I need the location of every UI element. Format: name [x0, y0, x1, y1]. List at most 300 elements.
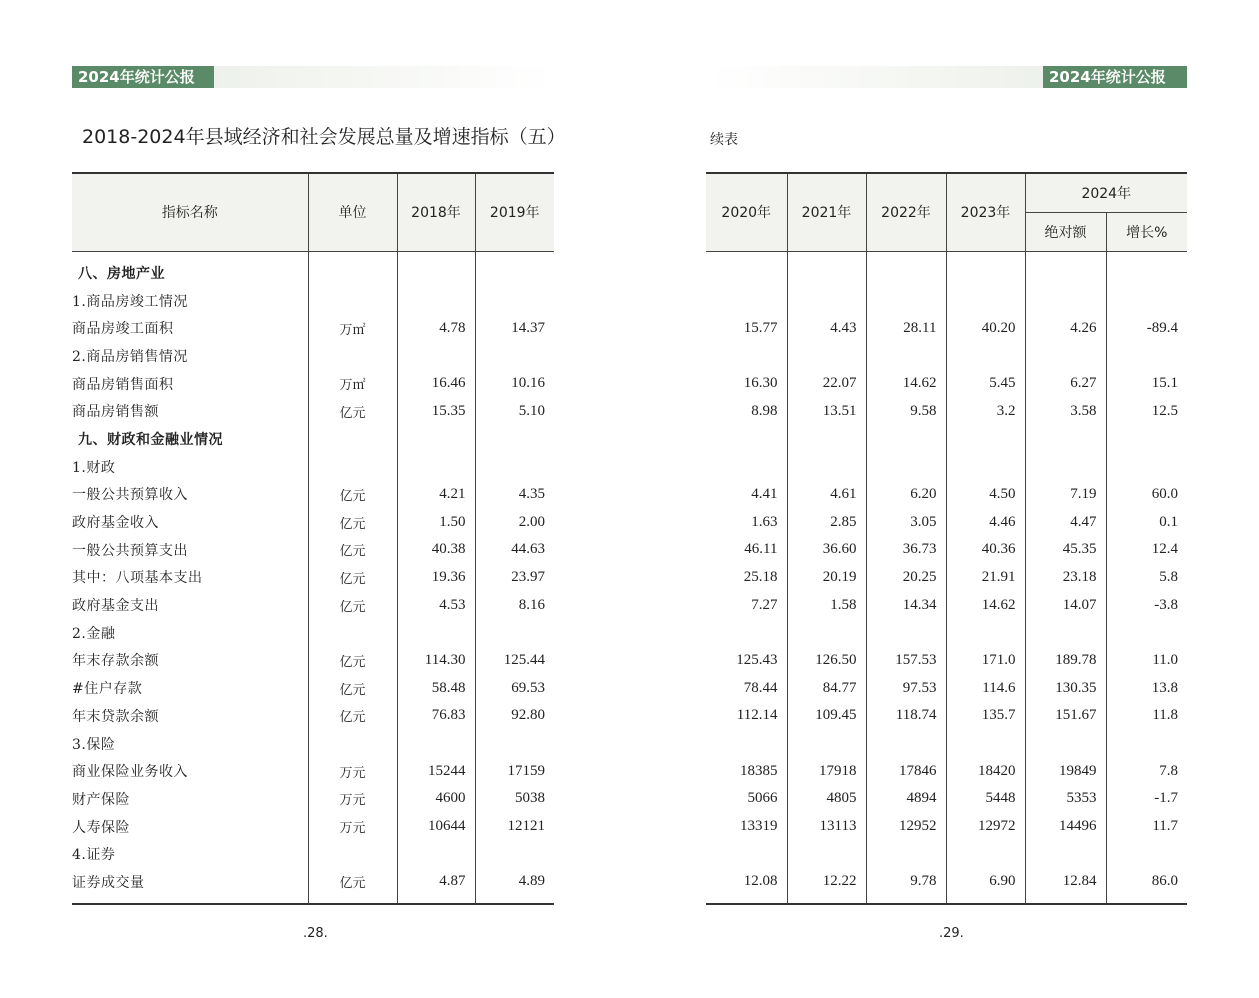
value-cell: [475, 619, 554, 647]
value-cell: [397, 453, 475, 481]
unit-cell: 亿元: [308, 647, 397, 675]
value-cell: 13.8: [1106, 674, 1187, 702]
value-cell: 6.20: [866, 481, 946, 509]
value-cell: 151.67: [1025, 702, 1106, 730]
value-cell: 14.37: [475, 314, 554, 342]
value-cell: 10644: [397, 813, 475, 841]
indicator-name: 人寿保险: [72, 819, 130, 836]
value-cell: 13319: [740, 818, 778, 835]
unit-cell: 万㎡: [308, 370, 397, 398]
value-cell: 130.35: [1025, 674, 1106, 702]
value-cell: [1025, 730, 1106, 758]
table-row: [706, 591, 1187, 619]
value-cell: 6.90: [946, 868, 1025, 896]
value-cell: 17918: [787, 757, 866, 785]
unit-cell: 万㎡: [308, 314, 397, 342]
indicator-name: 2.金融: [72, 625, 116, 642]
value-cell: [706, 287, 787, 315]
spacer-row: [72, 251, 554, 259]
value-cell: 86.0: [1106, 868, 1187, 896]
value-cell: 4.87: [397, 868, 475, 896]
table-row: [706, 757, 1187, 785]
table-row: [706, 813, 1187, 841]
value-cell: 12.08: [743, 873, 778, 890]
table-row: [72, 397, 554, 425]
value-cell: 1.63: [751, 513, 778, 530]
table-row: [72, 868, 554, 896]
unit-cell: [308, 259, 397, 287]
value-cell: 17846: [866, 757, 946, 785]
value-cell: 13113: [787, 813, 866, 841]
value-cell: 114.6: [946, 674, 1025, 702]
value-cell: [475, 425, 554, 453]
table-row: [72, 287, 554, 315]
value-cell: 20.25: [866, 564, 946, 592]
value-cell: [866, 259, 946, 287]
unit-cell: [308, 453, 397, 481]
value-cell: 19849: [1025, 757, 1106, 785]
unit-cell: 亿元: [308, 508, 397, 536]
value-cell: [706, 342, 787, 370]
value-cell: 46.11: [744, 541, 778, 558]
table-row: [706, 453, 1187, 481]
col-header-2021: 2021年: [787, 173, 866, 251]
table-row: [706, 785, 1187, 813]
table-row: [706, 840, 1187, 868]
value-cell: [946, 619, 1025, 647]
value-cell: 12.5: [1106, 397, 1187, 425]
value-cell: 5.8: [1106, 564, 1187, 592]
value-cell: [706, 730, 787, 758]
indicator-name: 1.财政: [72, 459, 116, 476]
value-cell: 58.48: [397, 674, 475, 702]
left-table-body: [72, 251, 554, 904]
indicator-name: 年末存款余额: [72, 653, 159, 670]
col-header-2019: 2019年: [475, 173, 554, 251]
value-cell: 2.00: [475, 508, 554, 536]
value-cell: [787, 287, 866, 315]
indicator-name: 其中：八项基本支出: [72, 570, 203, 587]
value-cell: 40.38: [397, 536, 475, 564]
value-cell: [475, 453, 554, 481]
value-cell: 22.07: [787, 370, 866, 398]
table-row: [72, 702, 554, 730]
value-cell: [1106, 287, 1187, 315]
value-cell: 60.0: [1106, 481, 1187, 509]
col-header-growth: 增长%: [1106, 212, 1187, 251]
value-cell: [946, 840, 1025, 868]
table-row: [72, 757, 554, 785]
left-header-tag: 2024年统计公报: [72, 66, 214, 88]
value-cell: 135.7: [946, 702, 1025, 730]
value-cell: 21.91: [946, 564, 1025, 592]
value-cell: 7.8: [1106, 757, 1187, 785]
unit-cell: [308, 840, 397, 868]
value-cell: 12.84: [1025, 868, 1106, 896]
value-cell: [866, 453, 946, 481]
spacer-row: [706, 896, 1187, 904]
value-cell: [1025, 425, 1106, 453]
value-cell: 5.10: [475, 397, 554, 425]
table-row: [72, 785, 554, 813]
continued-label: 续表: [710, 132, 738, 148]
value-cell: [946, 287, 1025, 315]
value-cell: [706, 425, 787, 453]
value-cell: 7.19: [1025, 481, 1106, 509]
table-row: [72, 647, 554, 675]
value-cell: [866, 840, 946, 868]
indicator-name: 年末贷款余额: [72, 708, 159, 725]
value-cell: 13.51: [787, 397, 866, 425]
value-cell: [787, 619, 866, 647]
unit-cell: [308, 287, 397, 315]
value-cell: [946, 342, 1025, 370]
value-cell: 15244: [397, 757, 475, 785]
value-cell: [787, 840, 866, 868]
value-cell: 4.47: [1025, 508, 1106, 536]
unit-cell: 亿元: [308, 397, 397, 425]
value-cell: 40.36: [946, 536, 1025, 564]
table-row: [72, 370, 554, 398]
table-row: [706, 619, 1187, 647]
value-cell: 4.50: [946, 481, 1025, 509]
unit-cell: 亿元: [308, 674, 397, 702]
value-cell: 4.21: [397, 481, 475, 509]
value-cell: 4.46: [946, 508, 1025, 536]
value-cell: [475, 840, 554, 868]
unit-cell: 亿元: [308, 481, 397, 509]
indicator-name: 商品房销售面积: [72, 376, 174, 393]
value-cell: [946, 730, 1025, 758]
value-cell: [1106, 259, 1187, 287]
value-cell: 5353: [1025, 785, 1106, 813]
indicator-name: 九、财政和金融业情况: [78, 431, 223, 448]
table-row: [706, 287, 1187, 315]
indicator-name: 政府基金收入: [72, 515, 159, 532]
value-cell: 25.18: [743, 568, 778, 585]
value-cell: [787, 730, 866, 758]
unit-cell: 亿元: [308, 868, 397, 896]
table-row: [72, 591, 554, 619]
unit-cell: 亿元: [308, 702, 397, 730]
value-cell: 4600: [397, 785, 475, 813]
value-cell: 189.78: [1025, 647, 1106, 675]
value-cell: 18420: [946, 757, 1025, 785]
unit-cell: 亿元: [308, 591, 397, 619]
value-cell: 8.98: [751, 402, 778, 419]
table-row: [706, 508, 1187, 536]
value-cell: 125.44: [475, 647, 554, 675]
value-cell: [1025, 619, 1106, 647]
col-header-2018: 2018年: [397, 173, 475, 251]
value-cell: [397, 287, 475, 315]
value-cell: 69.53: [475, 674, 554, 702]
value-cell: 12972: [946, 813, 1025, 841]
value-cell: 4.61: [787, 481, 866, 509]
table-row: [706, 314, 1187, 342]
table-row: [72, 813, 554, 841]
value-cell: [946, 453, 1025, 481]
indicator-name: 商品房销售额: [72, 404, 159, 421]
value-cell: [787, 342, 866, 370]
value-cell: 12.22: [787, 868, 866, 896]
value-cell: 4.35: [475, 481, 554, 509]
value-cell: 18385: [740, 762, 778, 779]
indicator-name: 1.商品房竣工情况: [72, 293, 188, 310]
value-cell: 45.35: [1025, 536, 1106, 564]
value-cell: [866, 425, 946, 453]
indicator-name: 八、房地产业: [78, 265, 165, 282]
value-cell: 171.0: [946, 647, 1025, 675]
page-number-left: .28.: [303, 926, 328, 941]
value-cell: 17159: [475, 757, 554, 785]
value-cell: 23.97: [475, 564, 554, 592]
table-row: [72, 481, 554, 509]
left-data-table: [72, 172, 554, 905]
value-cell: 16.46: [397, 370, 475, 398]
value-cell: 20.19: [787, 564, 866, 592]
unit-cell: 亿元: [308, 536, 397, 564]
table-row: [72, 619, 554, 647]
value-cell: 6.27: [1025, 370, 1106, 398]
value-cell: [475, 342, 554, 370]
table-row: [706, 730, 1187, 758]
table-row: [706, 259, 1187, 287]
value-cell: 5066: [747, 790, 778, 807]
col-header-unit: 单位: [308, 173, 397, 251]
value-cell: 16.30: [743, 375, 778, 392]
value-cell: [475, 259, 554, 287]
table-row: [706, 564, 1187, 592]
value-cell: [1025, 287, 1106, 315]
value-cell: 14.07: [1025, 591, 1106, 619]
indicator-name: 商业保险业务收入: [72, 764, 188, 781]
value-cell: [1106, 453, 1187, 481]
value-cell: 5038: [475, 785, 554, 813]
value-cell: 1.58: [787, 591, 866, 619]
value-cell: 4.26: [1025, 314, 1106, 342]
value-cell: [706, 840, 787, 868]
value-cell: 2.85: [787, 508, 866, 536]
value-cell: 76.83: [397, 702, 475, 730]
value-cell: 112.14: [736, 707, 778, 724]
value-cell: 118.74: [866, 702, 946, 730]
value-cell: [1106, 425, 1187, 453]
value-cell: 0.1: [1106, 508, 1187, 536]
unit-cell: 万元: [308, 785, 397, 813]
table-row: [72, 342, 554, 370]
spacer-row: [706, 251, 1187, 259]
value-cell: 28.11: [866, 314, 946, 342]
indicator-name: 一般公共预算支出: [72, 542, 188, 559]
value-cell: [787, 425, 866, 453]
table-row: [72, 536, 554, 564]
table-row: [706, 397, 1187, 425]
value-cell: 4894: [866, 785, 946, 813]
value-cell: [1025, 342, 1106, 370]
value-cell: 36.60: [787, 536, 866, 564]
value-cell: [1025, 453, 1106, 481]
table-row: [706, 481, 1187, 509]
value-cell: 15.1: [1106, 370, 1187, 398]
value-cell: 4.43: [787, 314, 866, 342]
table-row: [706, 536, 1187, 564]
value-cell: 7.27: [751, 596, 778, 613]
unit-cell: [308, 342, 397, 370]
value-cell: [1025, 840, 1106, 868]
value-cell: 97.53: [866, 674, 946, 702]
value-cell: [787, 259, 866, 287]
unit-cell: [308, 425, 397, 453]
value-cell: 1.50: [397, 508, 475, 536]
value-cell: -3.8: [1106, 591, 1187, 619]
col-header-2022: 2022年: [866, 173, 946, 251]
table-row: [72, 314, 554, 342]
value-cell: 19.36: [397, 564, 475, 592]
value-cell: 12952: [866, 813, 946, 841]
table-row: [72, 674, 554, 702]
spacer-row: [72, 896, 554, 904]
value-cell: [706, 619, 787, 647]
value-cell: [397, 730, 475, 758]
unit-cell: 万元: [308, 813, 397, 841]
col-header-2024-group: 2024年: [1025, 173, 1187, 212]
table-row: [72, 508, 554, 536]
col-header-indicator: 指标名称: [72, 173, 308, 251]
table-row: [72, 564, 554, 592]
value-cell: 12.4: [1106, 536, 1187, 564]
table-row: [706, 868, 1187, 896]
value-cell: 15.35: [397, 397, 475, 425]
value-cell: 8.16: [475, 591, 554, 619]
value-cell: 14.62: [866, 370, 946, 398]
table-title: 2018-2024年县域经济和社会发展总量及增速指标（五）: [82, 126, 566, 148]
indicator-name: 商品房竣工面积: [72, 321, 174, 338]
table-row: [72, 730, 554, 758]
value-cell: [1106, 730, 1187, 758]
table-row: [72, 259, 554, 287]
value-cell: 11.7: [1106, 813, 1187, 841]
value-cell: [397, 619, 475, 647]
value-cell: [787, 453, 866, 481]
page-number-right: .29.: [939, 926, 964, 941]
value-cell: 14496: [1025, 813, 1106, 841]
table-row: [72, 453, 554, 481]
value-cell: 14.62: [946, 591, 1025, 619]
value-cell: [946, 259, 1025, 287]
value-cell: 11.0: [1106, 647, 1187, 675]
value-cell: [706, 259, 787, 287]
value-cell: 5448: [946, 785, 1025, 813]
value-cell: 5.45: [946, 370, 1025, 398]
value-cell: 92.80: [475, 702, 554, 730]
value-cell: 4805: [787, 785, 866, 813]
unit-cell: 亿元: [308, 564, 397, 592]
unit-cell: [308, 619, 397, 647]
value-cell: [397, 342, 475, 370]
value-cell: 9.78: [866, 868, 946, 896]
indicator-name: 证券成交量: [72, 874, 145, 891]
value-cell: [866, 619, 946, 647]
value-cell: [866, 287, 946, 315]
value-cell: [1106, 840, 1187, 868]
indicator-name: 政府基金支出: [72, 598, 159, 615]
value-cell: 40.20: [946, 314, 1025, 342]
indicator-name: 2.商品房销售情况: [72, 348, 188, 365]
value-cell: [397, 425, 475, 453]
value-cell: 125.43: [736, 651, 778, 668]
value-cell: -1.7: [1106, 785, 1187, 813]
table-row: [706, 674, 1187, 702]
value-cell: [706, 453, 787, 481]
col-header-absolute: 绝对额: [1025, 212, 1106, 251]
value-cell: 9.58: [866, 397, 946, 425]
value-cell: 78.44: [743, 679, 778, 696]
table-row: [706, 342, 1187, 370]
value-cell: [1106, 342, 1187, 370]
table-row: [706, 370, 1187, 398]
value-cell: 3.2: [946, 397, 1025, 425]
indicator-name: 4.证券: [72, 847, 116, 864]
col-header-2023: 2023年: [946, 173, 1025, 251]
value-cell: [946, 425, 1025, 453]
value-cell: 23.18: [1025, 564, 1106, 592]
value-cell: 84.77: [787, 674, 866, 702]
table-row: [706, 647, 1187, 675]
value-cell: 15.77: [743, 319, 778, 336]
value-cell: [475, 730, 554, 758]
value-cell: 157.53: [866, 647, 946, 675]
value-cell: [866, 730, 946, 758]
table-row: [706, 702, 1187, 730]
value-cell: [1025, 259, 1106, 287]
value-cell: [397, 840, 475, 868]
value-cell: 12121: [475, 813, 554, 841]
indicator-name: 一般公共预算收入: [72, 487, 188, 504]
value-cell: 14.34: [866, 591, 946, 619]
value-cell: 3.05: [866, 508, 946, 536]
right-data-table: [706, 172, 1187, 905]
value-cell: 4.53: [397, 591, 475, 619]
value-cell: 11.8: [1106, 702, 1187, 730]
unit-cell: 万元: [308, 757, 397, 785]
col-header-2020: 2020年: [706, 173, 787, 251]
indicator-name: 财产保险: [72, 791, 130, 808]
value-cell: 4.89: [475, 868, 554, 896]
table-row: [72, 425, 554, 453]
unit-cell: [308, 730, 397, 758]
value-cell: [475, 287, 554, 315]
value-cell: 44.63: [475, 536, 554, 564]
value-cell: 3.58: [1025, 397, 1106, 425]
value-cell: 4.41: [751, 485, 778, 502]
value-cell: 126.50: [787, 647, 866, 675]
value-cell: [866, 342, 946, 370]
value-cell: -89.4: [1106, 314, 1187, 342]
value-cell: 4.78: [397, 314, 475, 342]
value-cell: [397, 259, 475, 287]
indicator-name: #住户存款: [72, 681, 143, 698]
value-cell: [1106, 619, 1187, 647]
table-row: [72, 840, 554, 868]
value-cell: 109.45: [787, 702, 866, 730]
right-header-tag: 2024年统计公报: [1043, 66, 1187, 88]
right-table-body: [706, 251, 1187, 904]
value-cell: 36.73: [866, 536, 946, 564]
table-row: [706, 425, 1187, 453]
value-cell: 114.30: [397, 647, 475, 675]
value-cell: 10.16: [475, 370, 554, 398]
